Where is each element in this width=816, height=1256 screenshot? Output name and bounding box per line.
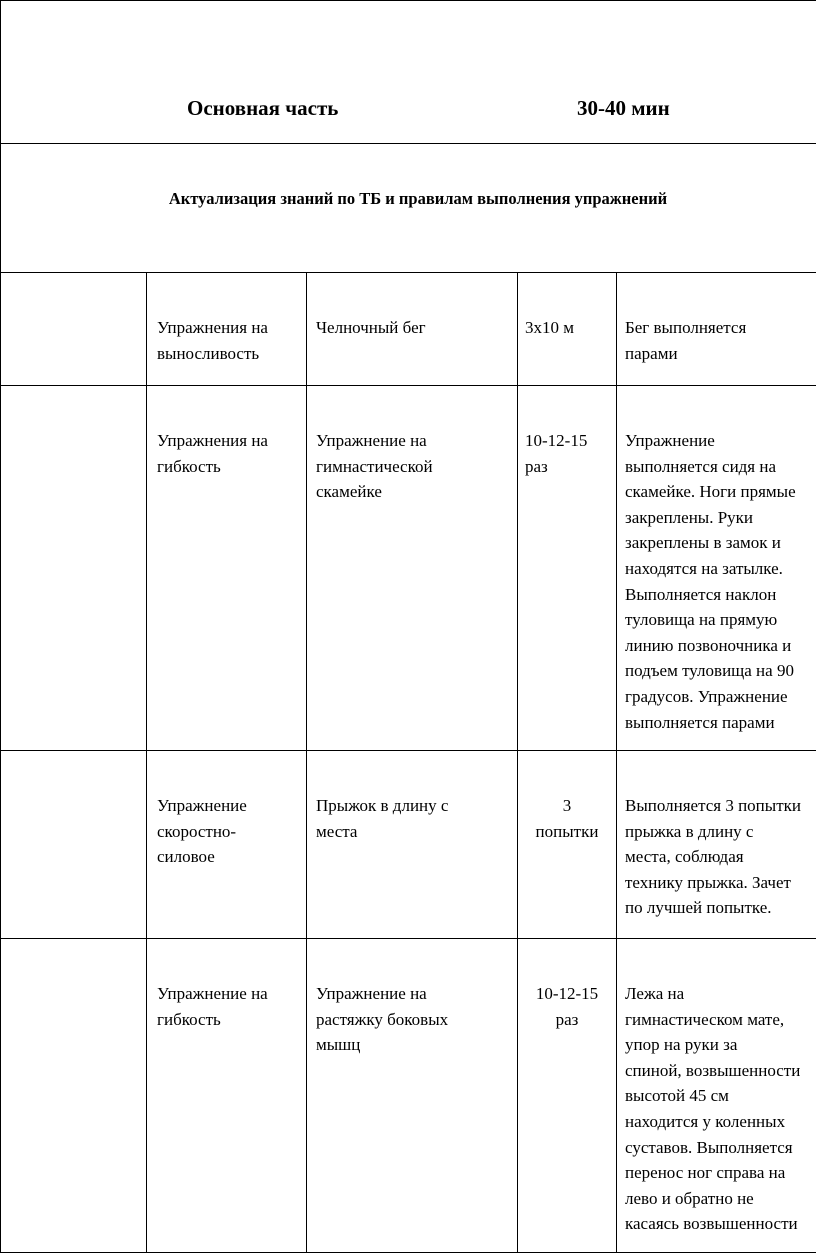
cell-text-line: выполняется парами — [625, 712, 775, 732]
cell-text-line: растяжку боковых — [316, 1009, 449, 1029]
cell-text-line: линию позвоночника и — [625, 635, 792, 655]
column-divider — [146, 272, 147, 1253]
cell-text-line: Выполняется 3 попытки — [625, 796, 801, 815]
exercise-type-cell — [157, 793, 247, 870]
cell-text-line: Прыжок в длину с — [316, 796, 449, 815]
exercise-type-cell — [157, 981, 268, 1032]
row-divider — [0, 143, 816, 144]
cell-text-line: Выполняется наклон — [625, 584, 777, 604]
cell-text-line: скоростно- — [157, 821, 237, 841]
cell-text-line: парами — [625, 343, 678, 363]
cell-text-line: мышц — [316, 1035, 361, 1055]
section-title: Основная часть — [187, 96, 339, 120]
column-divider — [616, 272, 617, 1253]
cell-text-line: гимнастическом мате, — [625, 1009, 785, 1029]
cell-text-line: Упражнение на — [316, 984, 427, 1003]
table-bottom-border — [0, 1252, 816, 1253]
notes-cell — [625, 981, 800, 1237]
row-divider — [0, 272, 816, 273]
cell-text-line: касаясь возвышенности — [625, 1214, 798, 1234]
cell-text-line: спиной, возвышенности — [625, 1060, 801, 1080]
cell-text-line: упор на руки за — [625, 1035, 738, 1055]
cell-text-line: лево и обратно не — [625, 1188, 754, 1208]
cell-text-line: подъем туловища на 90 — [625, 661, 794, 681]
cell-text-line: находятся на затылке. — [625, 558, 783, 578]
dosage-cell — [525, 793, 609, 844]
cell-text-line: выносливость — [157, 343, 260, 363]
cell-text-line: Упражнение — [157, 796, 247, 815]
cell-text-line: раз — [525, 456, 548, 476]
section-subtitle: Актуализация знаний по ТБ и правилам выполнения упражнений — [168, 189, 668, 208]
table-left-border — [0, 0, 1, 1253]
cell-text-line: перенос ног справа на — [625, 1163, 786, 1183]
cell-text-line: Упражнение на — [157, 984, 268, 1003]
cell-text-line: гибкость — [157, 1009, 221, 1029]
cell-text-line: гимнастической — [316, 456, 433, 476]
row-divider — [0, 750, 816, 751]
cell-text-line: градусов. Упражнение — [625, 686, 788, 706]
cell-text-line: прыжка в длину с — [625, 821, 754, 841]
cell-text-line: Челночный бег — [316, 318, 426, 337]
cell-text-line: скамейке — [316, 482, 382, 502]
cell-text-line: Бег выполняется — [625, 318, 747, 337]
cell-text-line: гибкость — [157, 456, 221, 476]
dosage-cell — [525, 981, 609, 1032]
table-top-border — [0, 0, 816, 1]
cell-text-line: находится у коленных — [625, 1111, 786, 1131]
cell-text-line: закреплены. Руки — [625, 507, 754, 527]
cell-text-line: 3х10 м — [525, 318, 575, 337]
notes-cell — [625, 315, 746, 366]
column-divider — [306, 272, 307, 1253]
exercise-name-cell — [316, 315, 426, 341]
exercise-type-cell — [157, 315, 268, 366]
exercise-name-cell — [316, 428, 433, 505]
notes-cell — [625, 793, 801, 921]
row-divider — [0, 938, 816, 939]
cell-text-line: по лучшей попытке. — [625, 898, 772, 918]
column-divider — [517, 272, 518, 1253]
cell-text-line: Упражнения на — [157, 318, 268, 337]
cell-text-line: скамейке. Ноги прямые — [625, 482, 796, 502]
exercise-name-cell — [316, 981, 448, 1058]
cell-text-line: технику прыжка. Зачет — [625, 872, 791, 892]
notes-cell — [625, 428, 796, 735]
dosage-cell — [525, 315, 609, 341]
cell-text-line: попытки — [535, 821, 599, 841]
cell-text-line: высотой 45 см — [625, 1086, 729, 1106]
cell-text-line: Упражнение — [625, 431, 715, 450]
cell-text-line: Упражнения на — [157, 431, 268, 450]
cell-text-line: выполняется сидя на — [625, 456, 777, 476]
dosage-cell — [525, 428, 609, 479]
exercise-type-cell — [157, 428, 268, 479]
cell-text-line: 10-12-15 — [535, 984, 599, 1003]
cell-text-line: места — [316, 821, 358, 841]
row-divider — [0, 385, 816, 386]
cell-text-line: силовое — [157, 847, 215, 867]
cell-text-line: 10-12-15 — [525, 431, 588, 450]
cell-text-line: туловища на прямую — [625, 610, 778, 630]
cell-text-line: 3 — [562, 796, 572, 815]
exercise-name-cell — [316, 793, 448, 844]
cell-text-line: места, соблюдая — [625, 847, 744, 867]
section-duration: 30-40 мин — [577, 96, 670, 120]
cell-text-line: закреплены в замок и — [625, 533, 781, 553]
cell-text-line: раз — [555, 1009, 579, 1029]
cell-text-line: Упражнение на — [316, 431, 427, 450]
cell-text-line: суставов. Выполняется — [625, 1137, 793, 1157]
cell-text-line: Лежа на — [625, 984, 685, 1003]
